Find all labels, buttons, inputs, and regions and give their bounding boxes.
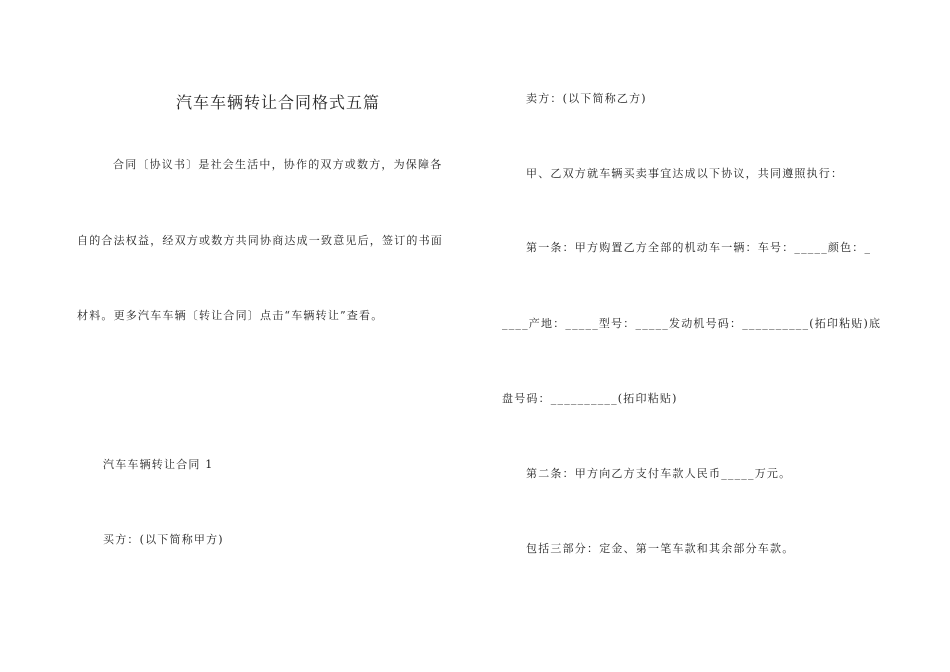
article1-line-3: 盘号码：__________(拓印粘贴) <box>502 392 678 405</box>
intro-line-2: 自的合法权益，经双方或数方共同协商达成一致意见后，签订的书面 <box>77 234 443 247</box>
intro-line-3: 材料。更多汽车车辆〔转让合同〕点击“车辆转让”查看。 <box>77 309 384 322</box>
buyer-line: 买方：(以下简称甲方) <box>103 533 224 546</box>
seller-line: 卖方：(以下简称乙方) <box>526 92 647 105</box>
contract-heading: 汽车车辆转让合同 1 <box>103 458 214 471</box>
payment-parts-line: 包括三部分：定金、第一笔车款和其余部分车款。 <box>526 542 795 555</box>
article1-line-1: 第一条：甲方购置乙方全部的机动车一辆：车号：_____颜色：_ <box>526 241 872 254</box>
agreement-line: 甲、乙双方就车辆买卖事宜达成以下协议，共同遵照执行： <box>526 167 844 180</box>
intro-line-1: 合同〔协议书〕是社会生活中，协作的双方或数方，为保障各 <box>113 158 443 171</box>
article2-line: 第二条：甲方向乙方支付车款人民币_____万元。 <box>526 467 792 480</box>
article1-line-2: ____产地：_____型号：_____发动机号码：__________(拓印粘贴)底 <box>502 317 882 330</box>
document-title: 汽车车辆转让合同格式五篇 <box>175 93 380 112</box>
